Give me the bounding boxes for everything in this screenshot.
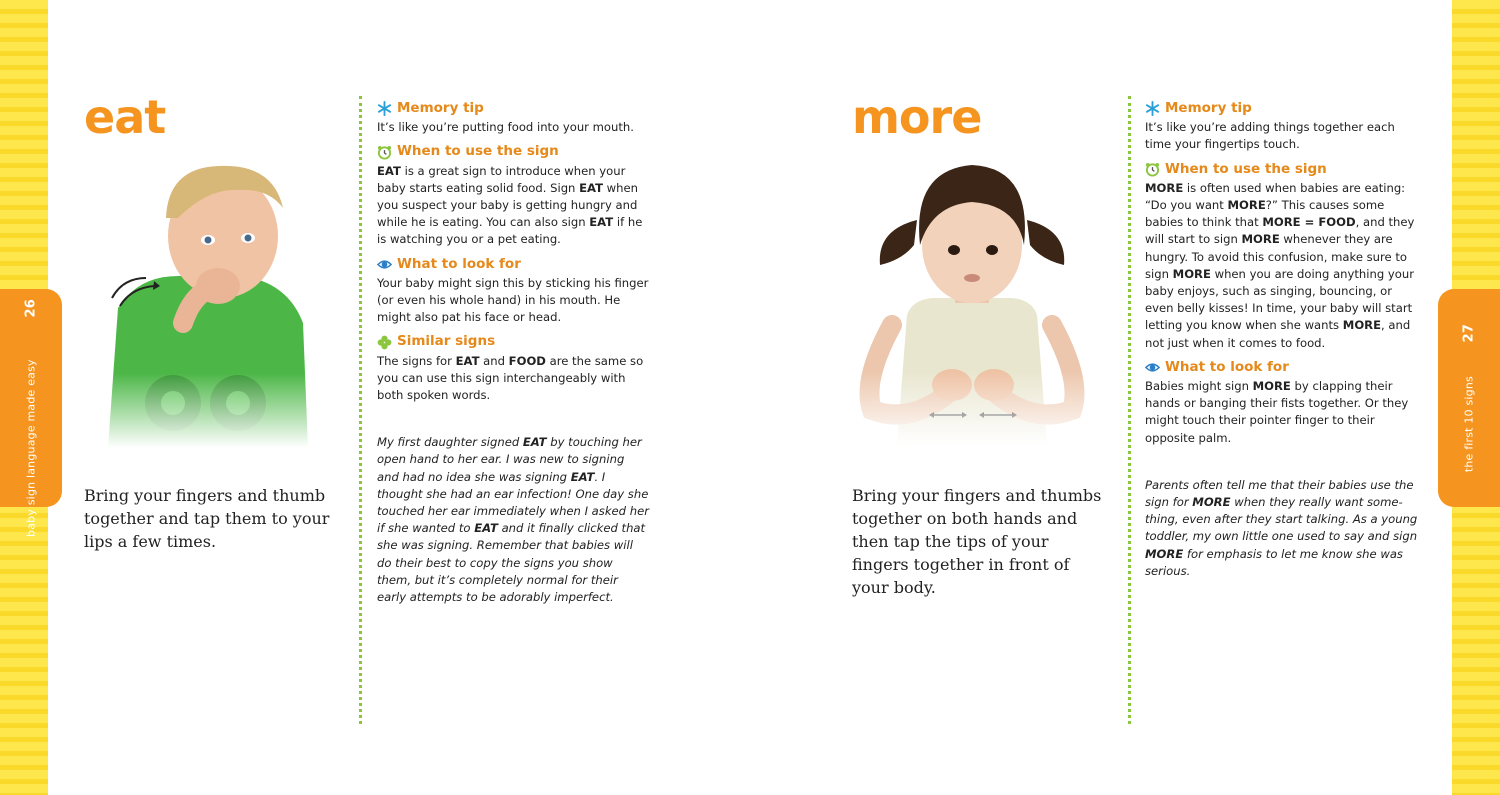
sign-word-more: more (852, 90, 982, 144)
memory-tip-heading (1145, 100, 1420, 117)
eat-anecdote-quote: My first daughter signed EAT by touching her open hand to her ear. I was new to signing and had no idea she was signing EAT. I thought she had an ear infection! One day she touched her ear immediately when I asked her if she wanted to EAT and it finally clicked that she was signing. Remember that babies will do their best to copy the signs you show them, but it’s completely normal for their early attempts to be adorably imperfect. (377, 435, 649, 605)
what-to-look-for-text: Babies might sign MORE by clapping their hands or banging their fists together. Or they might touch their pointer finger to their opposite palm. (1145, 379, 1409, 445)
similar-signs-text: The signs for EAT and FOOD are the same so you can use this sign interchangeably with both spoken words. (377, 353, 644, 403)
girl-signing-more-illustration (852, 150, 1092, 445)
what-to-look-for-heading (377, 256, 649, 273)
alarm-clock-icon (377, 145, 392, 160)
similar-signs-label: Similar signs (397, 333, 496, 350)
memory-tip-text: It’s like you’re putting food into your mouth. (377, 120, 634, 135)
what-to-look-for-label: What to look for (397, 255, 521, 272)
left-page-tab (0, 289, 62, 537)
when-to-use-label: When to use the sign (1165, 160, 1327, 177)
when-to-use-heading (1145, 161, 1420, 178)
bold-sign-term: FOOD (508, 353, 546, 368)
bold-sign-term: MORE (1145, 546, 1184, 561)
memory-tip-heading (377, 100, 649, 117)
bold-sign-term: EAT (522, 435, 547, 450)
right-tab-label: the first 10 signs (1462, 376, 1476, 473)
when-to-use-text: MORE is often used when babies are eating: “Do you want MORE?” This causes some babies to think that MORE = FOOD, and they will start to sign MORE whenever they are hungry. To avoid this confusion, make sure to sign MORE when you are doing anything your baby enjoys, such as singing, bouncing, or even belly kisses! In time, your baby will start letting you know when she wants MORE, and not just when it comes to food. (1145, 180, 1415, 350)
boy-signing-eat-illustration (98, 148, 313, 448)
more-instruction: Bring your fingers and thumbs together on both hands and then tap the tips of your fingers together in front of your body. (852, 486, 1102, 597)
bold-sign-term: EAT (474, 521, 498, 536)
sign-word-eat: eat (84, 90, 166, 144)
right-page-tab (1438, 289, 1500, 507)
eye-icon (377, 257, 392, 272)
bold-sign-term: EAT (579, 180, 603, 195)
bold-sign-term: MORE (1172, 266, 1211, 281)
memory-tip-label: Memory tip (1165, 100, 1252, 116)
bold-sign-term: MORE = FOOD (1262, 215, 1356, 230)
when-to-use-heading (377, 143, 649, 160)
bold-sign-term: MORE (1192, 495, 1231, 510)
left-column-divider (359, 96, 362, 724)
alarm-clock-icon (1145, 162, 1160, 177)
left-tab-label: baby sign language made easy (24, 359, 38, 537)
eat-instruction: Bring your fingers and thumb together and tap them to your lips a few times. (84, 486, 330, 551)
memory-tip-label: Memory tip (397, 100, 484, 116)
what-to-look-for-label: What to look for (1165, 358, 1289, 375)
similar-signs-heading (377, 333, 649, 350)
snowflake-icon (1145, 101, 1160, 116)
bold-sign-term: MORE (1241, 232, 1280, 247)
bold-sign-term: EAT (455, 353, 480, 368)
clover-icon (377, 335, 392, 350)
eye-icon (1145, 360, 1160, 375)
bold-sign-term: EAT (570, 469, 595, 484)
right-page-number: 27 (1461, 323, 1477, 343)
bold-sign-term: MORE (1252, 379, 1291, 394)
bold-sign-term: EAT (377, 163, 401, 178)
bold-sign-term: MORE (1145, 180, 1184, 195)
right-column-divider (1128, 96, 1131, 724)
what-to-look-for-heading (1145, 359, 1420, 376)
bold-sign-term: MORE (1342, 318, 1382, 333)
more-anecdote-quote: Parents often tell me that their babies use the sign for MORE when they really want some-thing, even after they start talking. As a young toddler, my own little one used to say and sign MORE for emphasis to let me know she was serious. (1145, 477, 1418, 578)
snowflake-icon (377, 101, 392, 116)
left-page-number: 26 (23, 299, 39, 318)
more-info-column (1145, 100, 1420, 587)
bold-sign-term: EAT (589, 215, 614, 230)
memory-tip-text: It’s like you’re adding things together each time your fingertips touch. (1145, 120, 1395, 152)
eat-info-column (377, 100, 649, 613)
when-to-use-label: When to use the sign (397, 143, 559, 160)
bold-sign-term: MORE (1227, 198, 1266, 213)
what-to-look-for-text: Your baby might sign this by sticking his finger (or even his whole hand) in his mouth. He might also pat his face or head. (377, 275, 649, 325)
when-to-use-text: EAT is a great sign to introduce when your baby starts eating solid food. Sign EAT when you suspect your baby is getting hungry and while he is eating. You can also sign EAT if he is watching you or a pet eating. (377, 163, 643, 247)
